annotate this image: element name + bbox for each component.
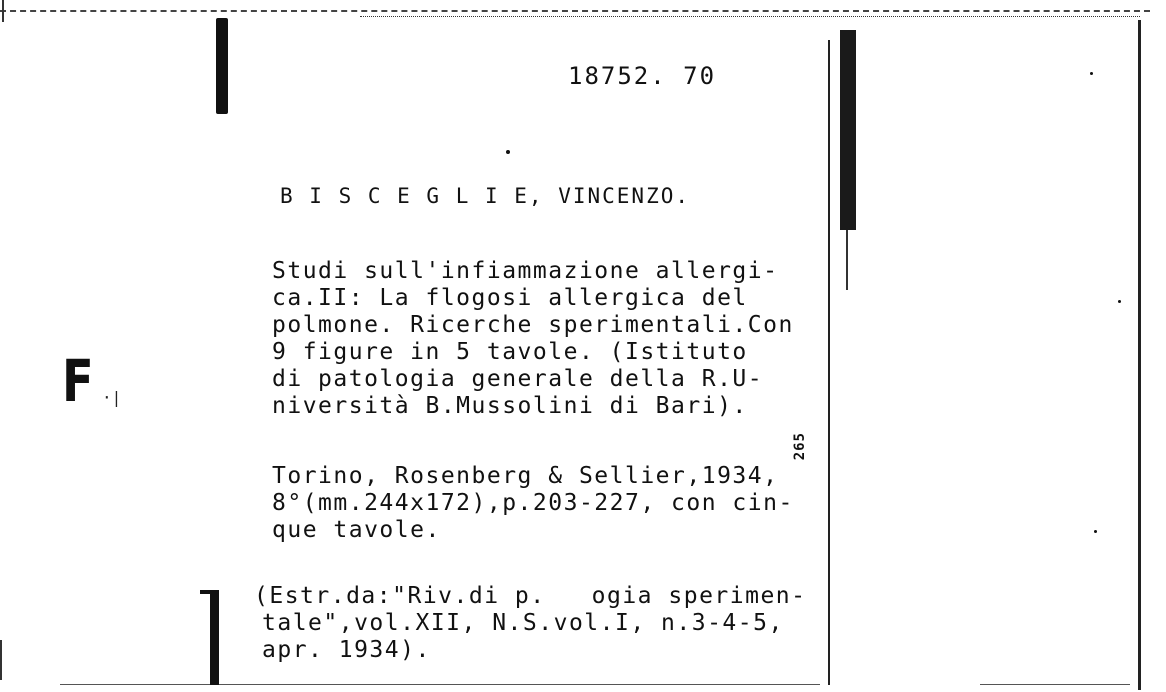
title-line: ca.II: La flogosi allergica del [272,285,748,311]
title-line: di patologia generale della R.U- [272,366,764,392]
note-line: tale",vol.XII, N.S.vol.I, n.3-4-5, [262,610,784,636]
left-binding-bar [216,18,228,114]
note-bracket [200,590,220,685]
author-heading: B I S C E G L I E, VINCENZO. [280,184,691,208]
stray-mark [1118,300,1121,303]
bottom-edge-rule [60,684,820,685]
right-card-edge-mark [846,230,848,290]
title-line: niversità B.Mussolini di Bari). [272,393,748,419]
top-edge-rule-dotted [360,16,1140,17]
left-edge-mark-top [2,0,4,22]
title-line: polmone. Ricerche sperimentali.Con [272,312,794,338]
stray-mark [1094,530,1097,533]
stray-mark [506,150,510,154]
right-card-edge-line [828,40,830,685]
catalog-number: 18752. 70 [568,62,717,90]
far-right-edge-line [1138,20,1141,690]
note-line: (Estr.da:"Riv.di p. ogia sperimen- [254,583,807,609]
left-edge-mark-bottom [0,640,2,680]
imprint-line: 8°(mm.244x172),p.203-227, con cin- [272,490,794,516]
stamp-tick-mark: ·| [102,388,122,407]
note-bracket-vertical [210,590,219,685]
top-edge-rule [0,10,1150,12]
right-card-edge-shadow [840,30,856,230]
stray-mark [1090,72,1093,75]
title-line: Studi sull'infiammazione allergi- [272,258,779,284]
imprint-line: que tavole. [272,517,441,543]
imprint-line: Torino, Rosenberg & Sellier,1934, [272,463,779,489]
note-line: apr. 1934). [262,637,431,663]
title-line: 9 figure in 5 tavole. (Istituto [272,339,748,365]
stamp-letter-f: F [61,347,94,415]
bottom-edge-rule-right [980,684,1130,685]
note-bracket-top [200,590,218,594]
side-number: 265 [792,432,808,461]
